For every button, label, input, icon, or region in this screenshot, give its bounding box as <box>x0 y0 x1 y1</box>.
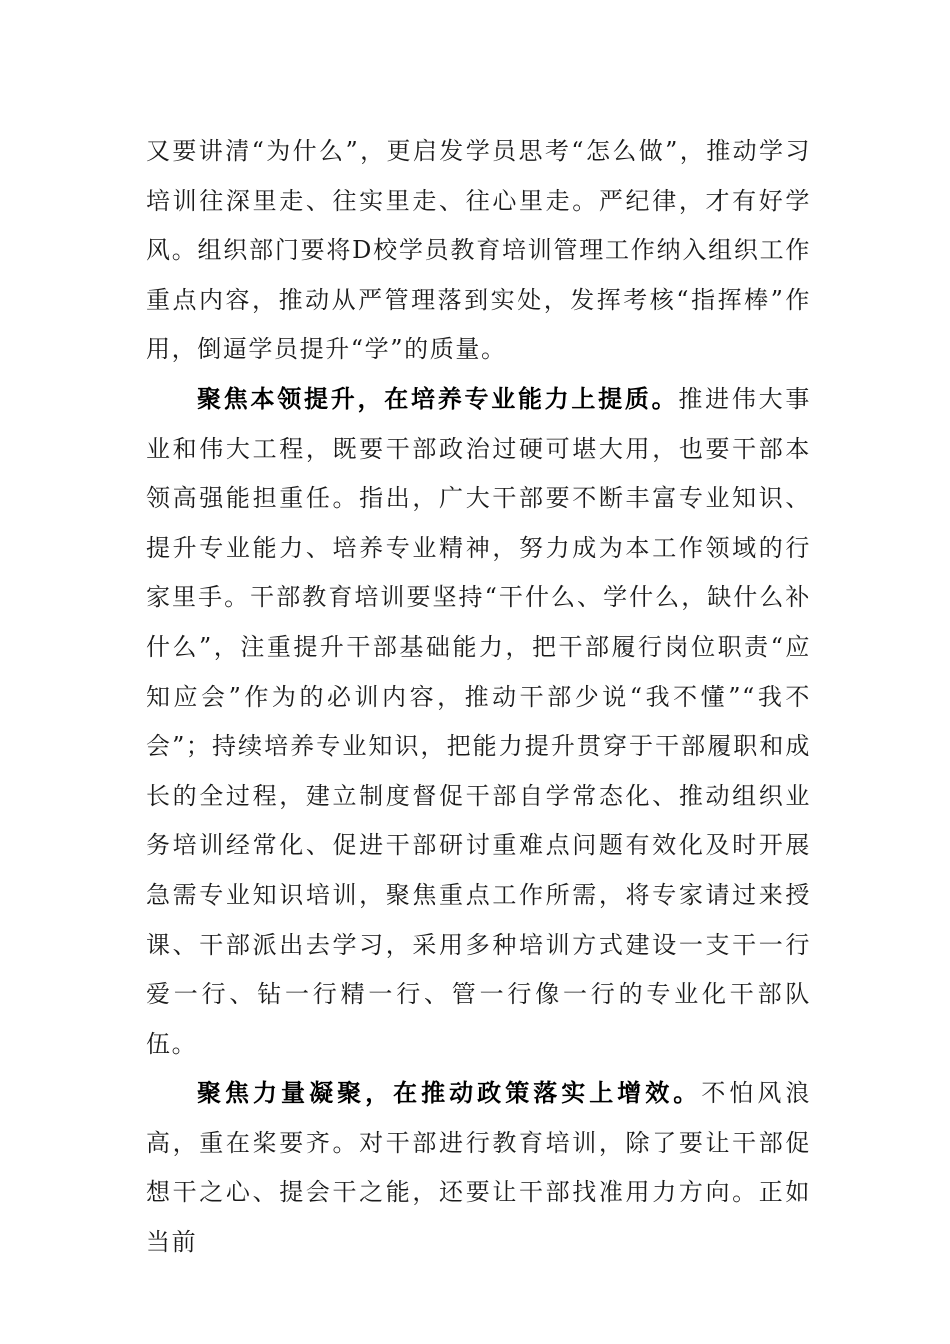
paragraph-policy-implementation <box>146 1069 811 1267</box>
paragraph-text: 不怕风浪高，重在桨要齐。对干部进行教育培训，除了要让干部促想干之心、提会干之能，还要让干部找准用力方向。正如当前 <box>146 1079 811 1257</box>
paragraph-text: 推进伟大事业和伟大工程，既要干部政治过硬可堪大用，也要干部本领高强能担重任。指出，广大干部要不断丰富专业知识、提升专业能力、培养专业精神，努力成为本工作领域的行家里手。干部教育培训要坚持“干什么、学什么，缺什么补什么”，注重提升干部基础能力，把干部履行岗位职责“应知应会”作为的必训内容，推动干部少说“我不懂”“我不会”；持续培养专业知识，把能力提升贯穿于干部履职和成长的全过程，建立制度督促干部自学常态化、推动组织业务培训经常化、促进干部研讨重难点问题有效化及时开展急需专业知识培训，聚焦重点工作所需，将专家请过来授课、干部派出去学习，采用多种培训方式建设一支干一行爱一行、钻一行精一行、管一行像一行的专业化干部队伍。 <box>146 384 812 1058</box>
document-body <box>146 127 811 1268</box>
paragraph-text: 又要讲清“为什么”，更启发学员思考“怎么做”，推动学习培训往深里走、往实里走、往心里走。严纪律，才有好学风。组织部门要将D校学员教育培训管理工作纳入组织工作重点内容，推动从严管理落到实处，发挥考核“指挥棒”作用，倒逼学员提升“学”的质量。 <box>146 137 811 364</box>
paragraph-heading: 聚焦力量凝聚，在推动政策落实上增效。 <box>197 1079 702 1108</box>
paragraph-continuation <box>146 127 811 375</box>
paragraph-skill-improvement <box>146 375 811 1069</box>
paragraph-heading: 聚焦本领提升，在培养专业能力上提质。 <box>197 384 679 413</box>
